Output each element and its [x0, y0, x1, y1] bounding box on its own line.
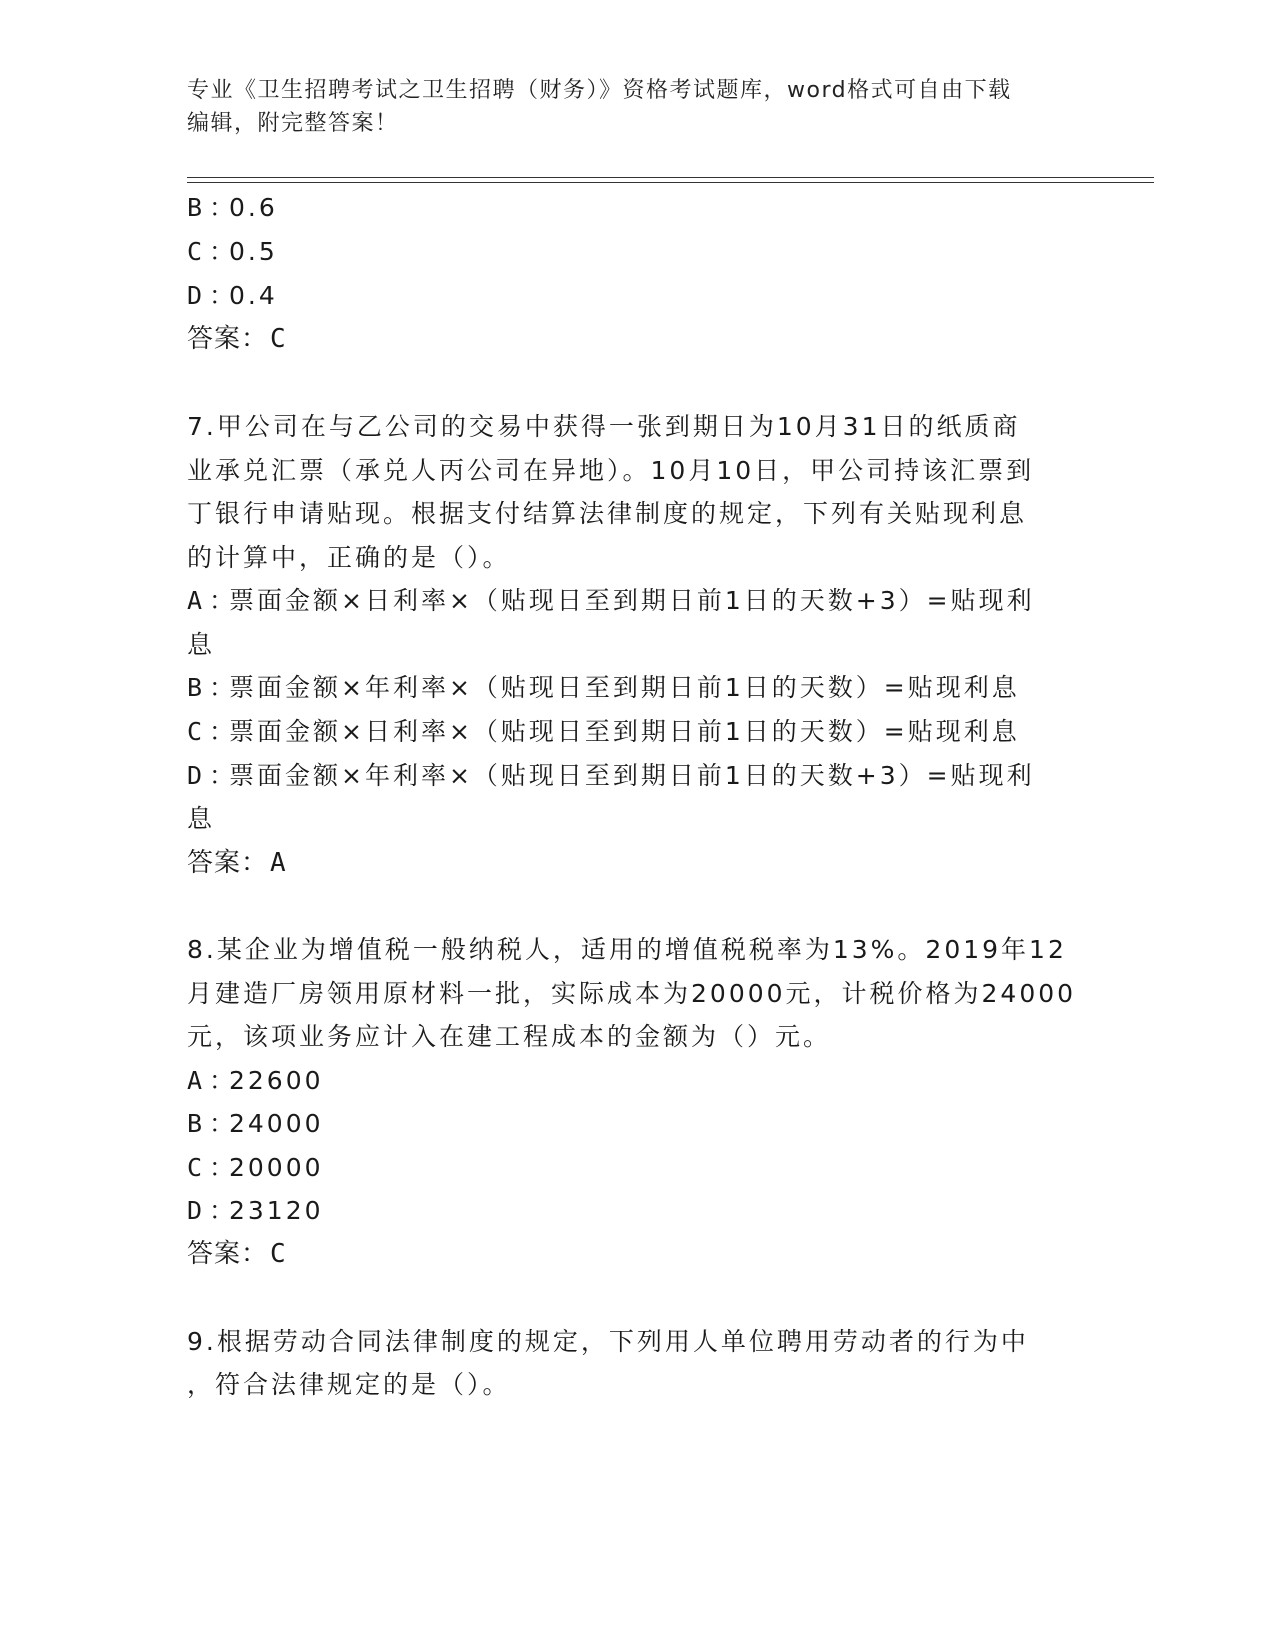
q7-option-a-continued: 息	[187, 630, 216, 659]
option-colon: ：	[209, 237, 235, 266]
option-text: 0.4	[229, 281, 278, 310]
prev-option-d	[187, 276, 278, 316]
option-text: 23120	[229, 1196, 324, 1225]
option-colon: ：	[209, 761, 235, 790]
option-colon: ：	[209, 673, 235, 702]
document-header	[187, 74, 1087, 140]
header-line-1: 专业《卫生招聘考试之卫生招聘（财务）》资格考试题库，word格式可自由下载	[187, 78, 1012, 103]
answer-label: 答案：	[187, 324, 269, 354]
option-text: 票面金额×日利率×（贴现日至到期日前1日的天数+3）=贴现利	[229, 586, 1035, 615]
option-letter: D	[187, 761, 203, 790]
prev-option-c	[187, 232, 278, 272]
option-text: 票面金额×年利率×（贴现日至到期日前1日的天数）=贴现利息	[229, 673, 1020, 702]
option-colon: ：	[209, 1153, 235, 1182]
option-letter: A	[187, 586, 203, 615]
prev-option-b	[187, 188, 278, 228]
option-letter: C	[187, 1153, 203, 1182]
q8-option-d	[187, 1191, 324, 1231]
q7-answer	[187, 843, 287, 883]
option-text: 票面金额×年利率×（贴现日至到期日前1日的天数+3）=贴现利	[229, 761, 1035, 790]
prev-answer	[187, 319, 287, 359]
option-colon: ：	[209, 193, 235, 222]
option-letter: B	[187, 1109, 203, 1138]
q8-option-c	[187, 1148, 324, 1188]
option-colon: ：	[209, 1066, 235, 1095]
option-letter: D	[187, 1196, 203, 1225]
option-letter: C	[187, 717, 203, 746]
option-letter: B	[187, 673, 203, 702]
answer-label: 答案：	[187, 848, 269, 878]
option-letter: C	[187, 237, 203, 266]
option-text: 0.6	[229, 193, 278, 222]
option-text: 22600	[229, 1066, 324, 1095]
option-text: 24000	[229, 1109, 324, 1138]
q7-option-a	[187, 581, 1035, 621]
q7-stem-line-4: 的计算中，正确的是（）。	[187, 543, 511, 572]
option-letter: D	[187, 281, 203, 310]
option-text: 0.5	[229, 237, 278, 266]
option-colon: ：	[209, 717, 235, 746]
header-divider-top	[187, 177, 1154, 178]
q9-stem-line-1: 9.根据劳动合同法律制度的规定，下列用人单位聘用劳动者的行为中	[187, 1327, 1029, 1356]
option-text: 20000	[229, 1153, 324, 1182]
q9-stem-line-2: ，符合法律规定的是（）。	[187, 1370, 511, 1399]
answer-value: C	[270, 1239, 287, 1269]
q8-stem-line-2: 月建造厂房领用原材料一批，实际成本为20000元，计税价格为24000	[187, 979, 1077, 1008]
answer-value: A	[270, 848, 287, 878]
answer-label: 答案：	[187, 1239, 269, 1269]
q7-stem-line-1: 7.甲公司在与乙公司的交易中获得一张到期日为10月31日的纸质商	[187, 412, 1021, 441]
option-colon: ：	[209, 1109, 235, 1138]
option-letter: A	[187, 1066, 203, 1095]
option-colon: ：	[209, 1196, 235, 1225]
q7-option-d-continued: 息	[187, 804, 216, 833]
q8-stem-line-1: 8.某企业为增值税一般纳税人，适用的增值税税率为13%。2019年12	[187, 935, 1067, 964]
option-colon: ：	[209, 281, 235, 310]
option-text: 票面金额×日利率×（贴现日至到期日前1日的天数）=贴现利息	[229, 717, 1020, 746]
q8-stem-line-3: 元，该项业务应计入在建工程成本的金额为（）元。	[187, 1022, 832, 1051]
option-letter: B	[187, 193, 203, 222]
header-divider-bottom	[187, 182, 1154, 183]
q7-option-d	[187, 756, 1035, 796]
header-line-2: 编辑，附完整答案！	[187, 111, 399, 136]
option-colon: ：	[209, 586, 235, 615]
q8-option-a	[187, 1061, 324, 1101]
q7-stem-line-3: 丁银行申请贴现。根据支付结算法律制度的规定，下列有关贴现利息	[187, 499, 1028, 528]
q7-stem-line-2: 业承兑汇票（承兑人丙公司在异地）。10月10日，甲公司持该汇票到	[187, 456, 1035, 485]
q7-option-c	[187, 712, 1020, 752]
answer-value: C	[270, 324, 287, 354]
q8-option-b	[187, 1104, 324, 1144]
q8-answer	[187, 1234, 287, 1274]
q7-option-b	[187, 668, 1020, 708]
